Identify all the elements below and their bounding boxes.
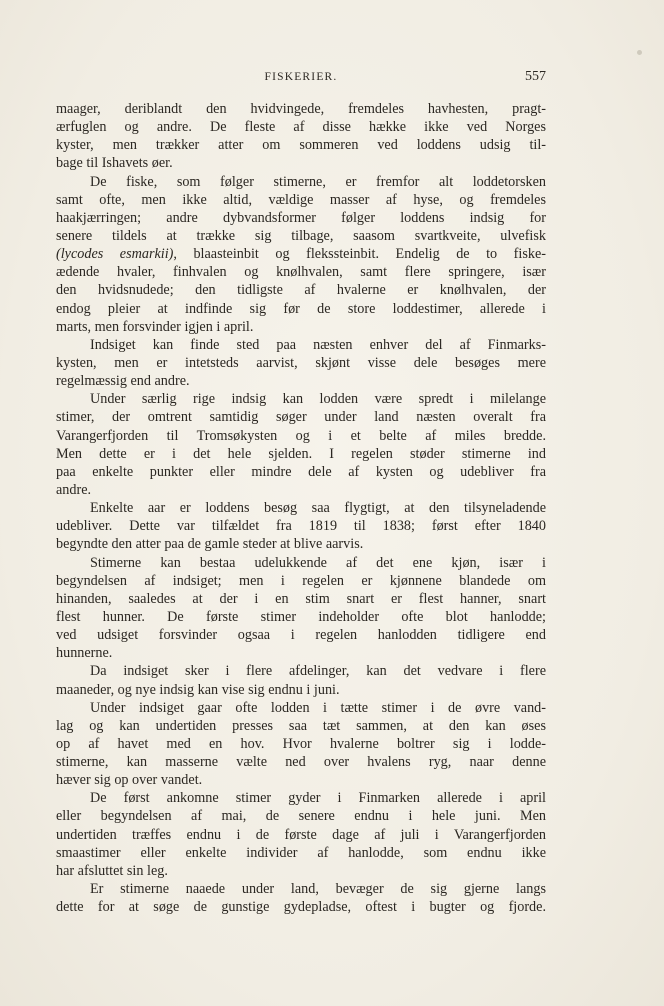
text-line: samt ofte, men ikke altid, vældige masser af hyse, og fremdeles — [56, 191, 546, 208]
text-line: begyndelsen af indsiget; men i regelen er kjønnene blandede om — [56, 572, 546, 589]
text-line: ved udsiget forsvinder ogsaa i regelen hanlodden tidligere end — [56, 627, 546, 644]
text-line: regelmæssig end andre. — [56, 373, 190, 390]
text-line: lag og kan undertiden presses saa tæt sammen, at den kan øses — [56, 717, 546, 734]
text-line: kysten, men er intetsteds aarvist, skjønt visse dele besøges mere — [56, 354, 546, 371]
text-line: andre. — [56, 481, 92, 498]
text-line: kyster, men trækker atter om sommeren ved loddens udsig til- — [56, 137, 546, 154]
text-line: haakjærringen; andre dybvandsformer følger loddens indsig for — [56, 209, 546, 226]
text-line-remainder: , blaasteinbit og flekssteinbit. Endelig de to fiske- — [173, 246, 546, 263]
latin-species-name: (lycodes esmarkii) — [56, 246, 174, 263]
text-line: endog pleier at indfinde sig før de store loddestimer, allerede i — [56, 300, 546, 317]
text-line: hinanden, saaledes at der i en stim snart er flest hanner, snart — [56, 590, 546, 607]
text-line: smaastimer eller enkelte individer af hanlodde, som endnu ikke — [56, 844, 546, 861]
text-line: den hvidsnudede; den tidligste af hvalerne er knølhvalen, der — [56, 282, 546, 299]
page-header — [56, 69, 546, 87]
text-line: ærfuglen og andre. De fleste af disse hække ikke ved Norges — [56, 119, 546, 136]
text-line: undertiden træffes endnu i de første dage af juli i Varangerfjorden — [56, 826, 546, 843]
paper-spot — [637, 50, 642, 55]
text-line: Indsiget kan finde sted paa næsten enhver del af Finmarks- — [90, 336, 546, 353]
text-line: marts, men forsvinder igjen i april. — [56, 318, 254, 335]
text-line: Er stimerne naaede under land, bevæger de sig gjerne langs — [90, 881, 546, 898]
text-line: har afsluttet sin leg. — [56, 862, 168, 879]
text-line: Under indsiget gaar ofte lodden i tætte stimer i de øvre vand- — [90, 699, 546, 716]
text-line-with-latin-name — [56, 245, 546, 263]
text-line: Men dette er i det hele sjelden. I regelen støder stimerne ind — [56, 445, 546, 462]
text-line: De fiske, som følger stimerne, er fremfor alt loddetorsken — [90, 173, 546, 190]
running-head: FISKERIER. — [264, 71, 338, 83]
page-number: 557 — [525, 69, 546, 84]
text-line: Under særlig rige indsig kan lodden være spredt i milelange — [90, 391, 546, 408]
text-line: maager, deriblandt den hvidvingede, fremdeles havhesten, pragt- — [56, 101, 546, 117]
text-line: Stimerne kan bestaa udelukkende af det ene kjøn, især i — [90, 554, 546, 571]
text-line: dette for at søge de gunstige gydepladse, oftest i bugter og fjorde. — [56, 899, 546, 916]
text-line: Da indsiget sker i flere afdelinger, kan det vedvare i flere — [90, 663, 546, 680]
text-line: paa enkelte punkter eller mindre dele af kysten og udebliver fra — [56, 463, 546, 480]
text-line: stimer, der omtrent samtidig søger under land næsten overalt fra — [56, 409, 546, 426]
text-line: De først ankomne stimer gyder i Finmarken allerede i april — [90, 790, 546, 807]
body-text — [56, 100, 546, 916]
text-line: stimerne, kan masserne vælte ned over hvalens ryg, naar denne — [56, 754, 546, 771]
text-line: hunnerne. — [56, 645, 113, 662]
text-line: udebliver. Dette var tilfældet fra 1819 til 1838; først efter 1840 — [56, 518, 546, 535]
text-line: bage til Ishavets øer. — [56, 155, 173, 172]
text-line: hæver sig op over vandet. — [56, 772, 203, 789]
text-line: begyndte den atter paa de gamle steder at blive aarvis. — [56, 536, 364, 553]
text-line: maaneder, og nye indsig kan vise sig endnu i juni. — [56, 681, 340, 698]
text-line: senere tildels at trække sig tilbage, saasom svartkveite, ulvefisk — [56, 227, 546, 244]
text-line: eller begyndelsen af mai, de senere endnu i hele juni. Men — [56, 808, 546, 825]
text-line: ædende hvaler, finhvalen og knølhvalen, samt flere springere, især — [56, 264, 546, 281]
text-line: Enkelte aar er loddens besøg saa flygtigt, at den tilsyneladende — [90, 500, 546, 517]
text-line: flest hunner. De første stimer indeholder ofte blot hanlodde; — [56, 608, 546, 625]
text-line: Varangerfjorden til Tromsøkysten og i et belte af miles bredde. — [56, 427, 546, 444]
text-line: op af havet med en hov. Hvor hvalerne boltrer sig i lodde- — [56, 735, 546, 752]
